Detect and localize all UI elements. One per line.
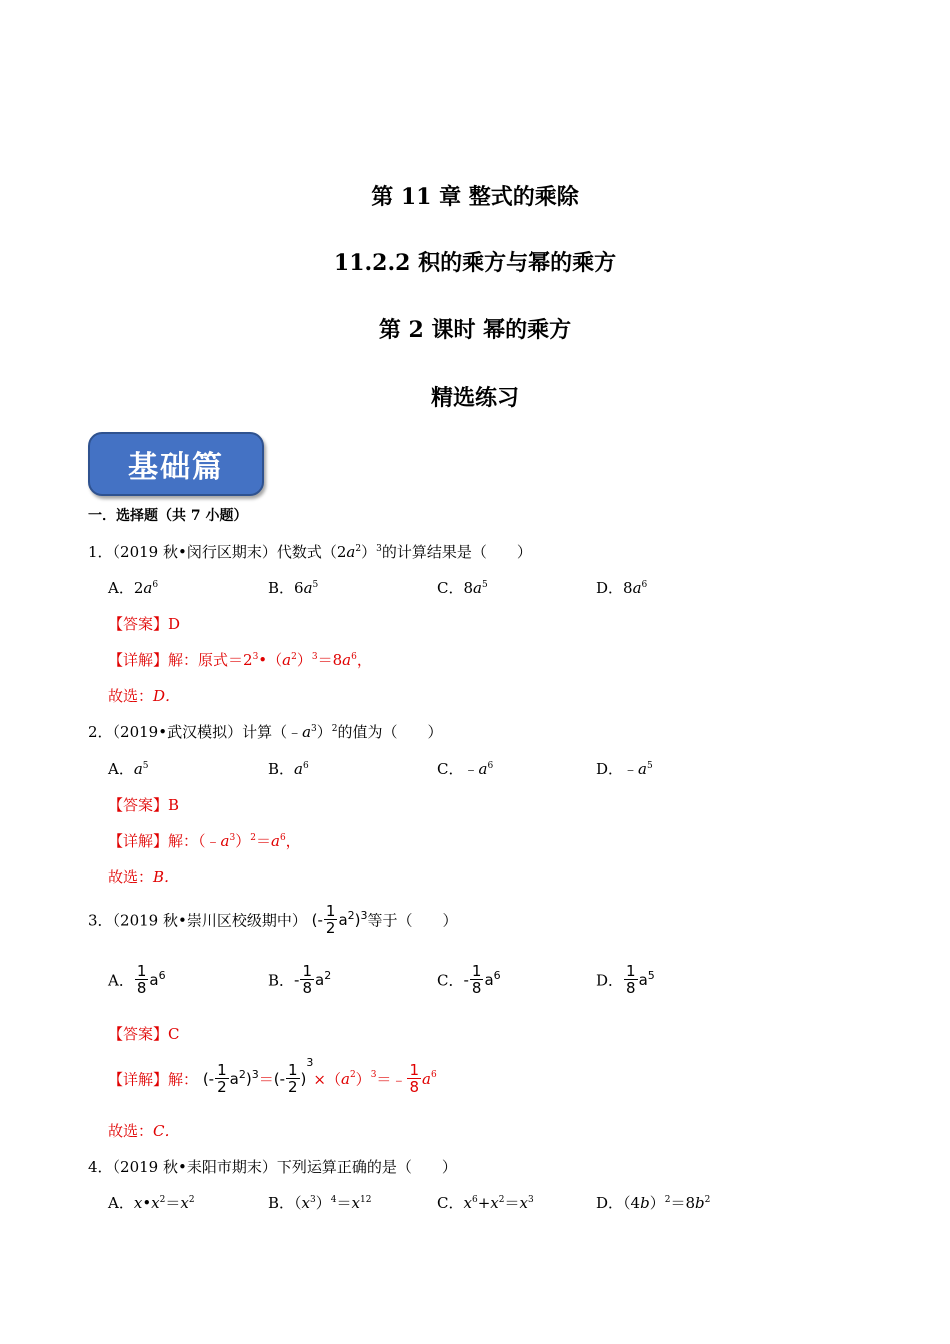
question-3-conclusion: 故选：C． <box>108 1122 180 1140</box>
question-3-answer: 【答案】C <box>108 1025 180 1043</box>
question-4-option-c[interactable]: C．$x^6+x^2=x^3$ <box>437 1194 534 1212</box>
question-3-detail: 【详解】解： (- $\frac{1}{2}$ $a^2)^3=(-$ $\frac{1}{2}$ )$^3\times(a^2)^3=﹣$ $\frac{1}{8}$ $a^6$ <box>108 1055 437 1096</box>
question-2-option-a[interactable]: A．$a^5$ <box>108 760 149 778</box>
fraction-one-eighth: $\frac{1}{8}$ <box>136 962 147 997</box>
question-1-option-a[interactable]: A．$2a^6$ <box>108 579 159 597</box>
question-3-stem: 3．（2019 秋•崇川区校级期中） (- $\frac{1}{2}$ $a^2)^3$等于（ ） <box>88 902 458 937</box>
question-4-stem: 4．（2019 秋•耒阳市期末）下列运算正确的是（ ） <box>88 1158 457 1176</box>
question-3-expression: (- $\frac{1}{2}$ $a^2)^3$ <box>311 902 368 937</box>
fraction-one-half: $\frac{1}{2}$ <box>217 1061 227 1096</box>
question-2-conclusion: 故选：B． <box>108 868 180 886</box>
question-3-option-c[interactable]: C．- $\frac{1}{8}$ $a^6$ <box>437 962 501 997</box>
question-2-answer: 【答案】B <box>108 796 180 814</box>
question-1-stem: 1．（2019 秋•闵行区期末）代数式$(2a^2)^3$的计算结果是（ ） <box>88 543 532 561</box>
fraction-one-eighth: $\frac{1}{8}$ <box>471 962 482 997</box>
question-4-option-a[interactable]: A．$x•x^2=x^2$ <box>108 1194 195 1212</box>
question-2-option-b[interactable]: B．$a^6$ <box>268 760 309 778</box>
badge-label: 基础篇 <box>128 450 224 485</box>
lesson-title: 第 2 课时 幂的乘方 <box>378 317 572 343</box>
question-2-option-d[interactable]: D．$﹣a^5$ <box>596 760 653 778</box>
fraction-one-eighth: $\frac{1}{8}$ <box>409 1061 419 1096</box>
question-1-answer: 【答案】D <box>108 615 181 633</box>
question-3-option-d[interactable]: D． $\frac{1}{8}$ $a^5$ <box>596 962 655 997</box>
question-1-option-b[interactable]: B．$6a^5$ <box>268 579 319 597</box>
fraction-one-half: $\frac{1}{2}$ <box>288 1061 298 1096</box>
question-4-option-d[interactable]: D．$(4b)^2=8b^2$ <box>596 1194 711 1212</box>
practice-subtitle: 精选练习 <box>430 385 519 411</box>
question-1-conclusion: 故选：D． <box>108 687 181 705</box>
question-4-option-b[interactable]: B．$(x^3)^4=x^{12}$ <box>268 1194 372 1212</box>
question-2-option-c[interactable]: C．$﹣a^6$ <box>437 760 494 778</box>
question-2-detail: 【详解】解：$(﹣a^3)^2=a^6$， <box>108 832 301 850</box>
question-1-detail: 【详解】解：原式$=2^3•(a^2)^3=8a^6$， <box>108 651 372 669</box>
fraction-one-half: $\frac{1}{2}$ <box>325 902 336 937</box>
fraction-one-eighth: $\frac{1}{8}$ <box>302 962 312 997</box>
section-heading: 一．选择题（共 7 小题） <box>88 508 248 524</box>
question-1-option-c[interactable]: C．$8a^5$ <box>437 579 488 597</box>
question-3-option-a[interactable]: A． $\frac{1}{8}$ $a^6$ <box>108 962 166 997</box>
question-1-option-d[interactable]: D．$8a^6$ <box>596 579 648 597</box>
question-3-option-b[interactable]: B．- $\frac{1}{8}$ $a^2$ <box>268 962 332 997</box>
question-2-stem: 2．（2019•武汉模拟）计算$(﹣a^3)^2$的值为（ ） <box>88 723 443 741</box>
basic-level-badge <box>88 432 264 496</box>
section-title: 11.2.2 积的乘方与幂的乘方 <box>333 250 617 276</box>
fraction-one-eighth: $\frac{1}{8}$ <box>626 962 636 997</box>
chapter-title: 第 11 章 整式的乘除 <box>371 184 579 210</box>
